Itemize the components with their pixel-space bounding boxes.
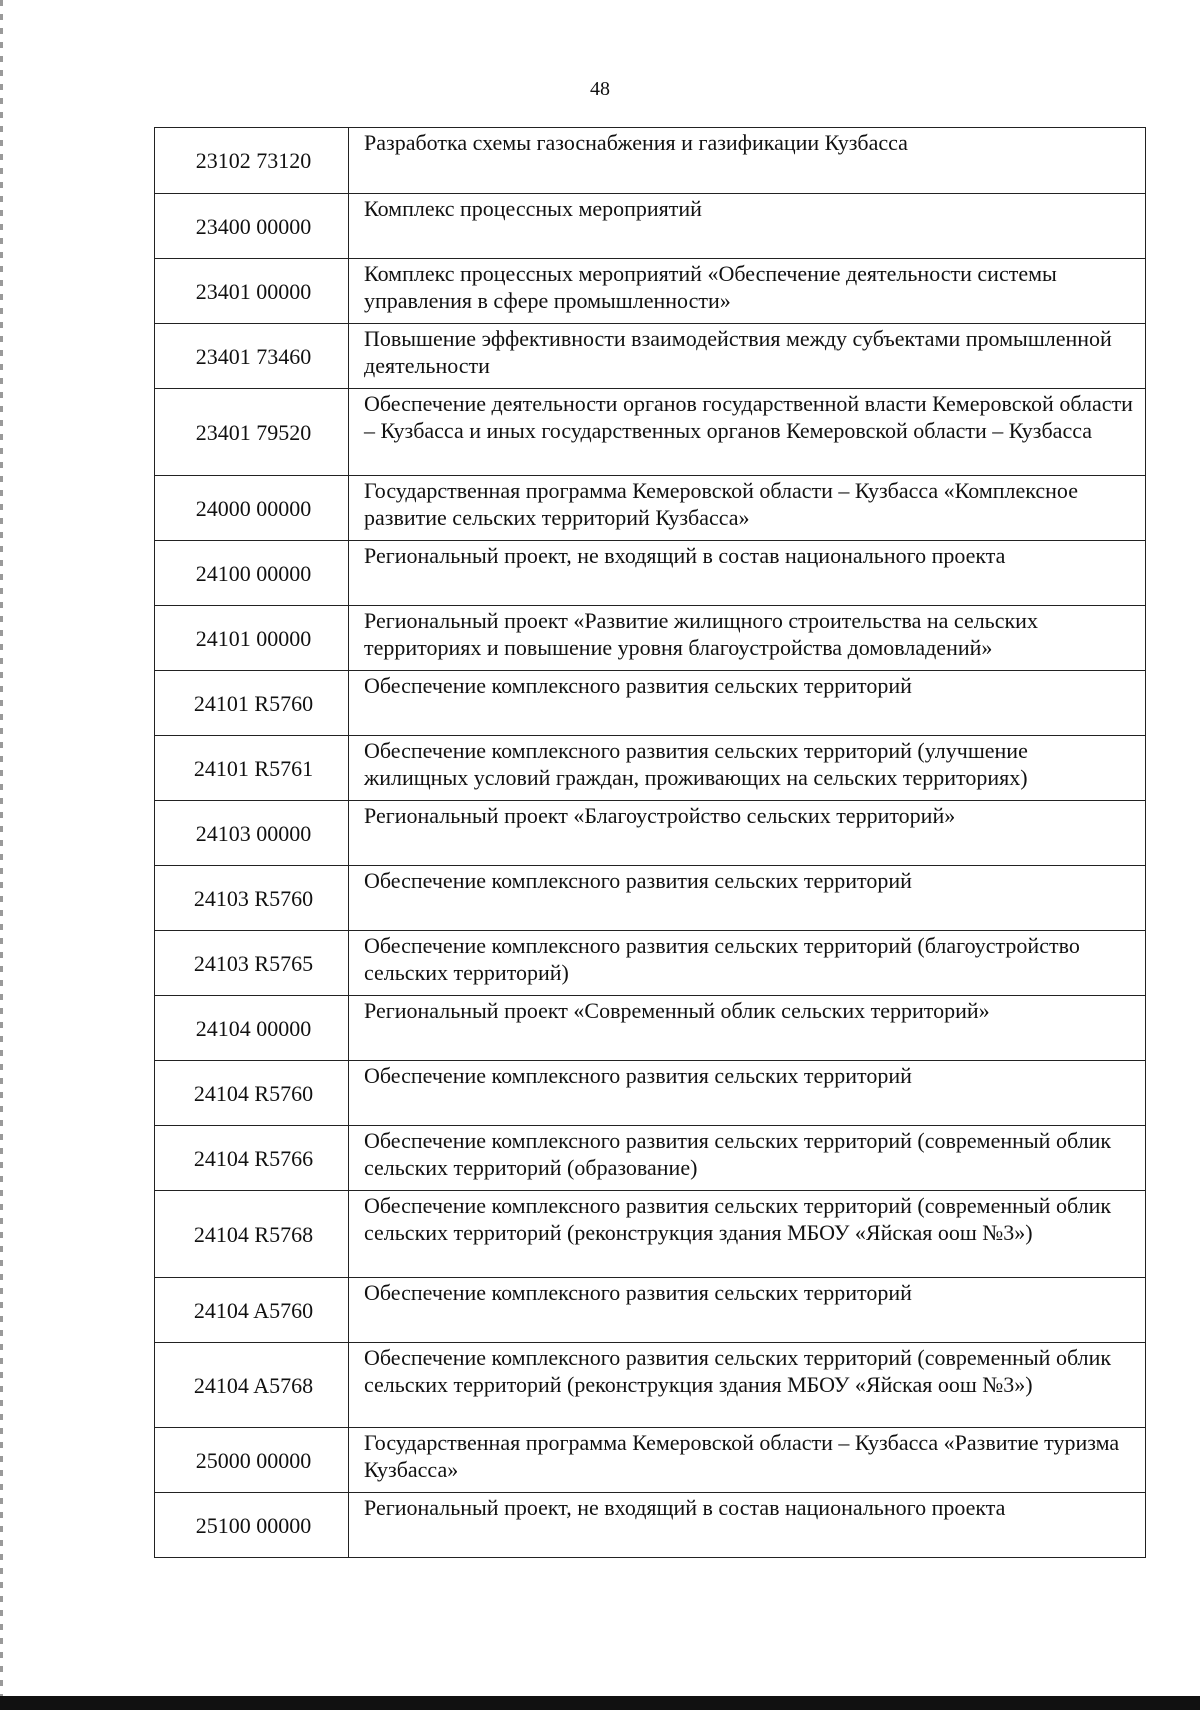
code-cell: 24104 A5760 [155,1278,349,1343]
table-row [155,259,1146,324]
description-cell: Разработка схемы газоснабжения и газификации Кузбасса [349,128,1146,194]
table-row [155,931,1146,996]
code-cell: 24101 00000 [155,606,349,671]
table-row [155,606,1146,671]
description-cell: Обеспечение комплексного развития сельских территорий [349,1061,1146,1126]
description-cell: Обеспечение комплексного развития сельских территорий [349,671,1146,736]
code-cell: 24103 00000 [155,801,349,866]
description-cell: Обеспечение комплексного развития сельских территорий (современный облик сельских территорий (реконструкция здания МБОУ «Яйская оош №3») [349,1191,1146,1278]
table-row [155,324,1146,389]
table-row [155,1278,1146,1343]
description-cell: Обеспечение комплексного развития сельских территорий (современный облик сельских территорий (образование) [349,1126,1146,1191]
table-row [155,1428,1146,1493]
code-cell: 25000 00000 [155,1428,349,1493]
description-cell: Комплекс процессных мероприятий [349,194,1146,259]
page-number: 48 [590,78,610,100]
code-cell: 23401 00000 [155,259,349,324]
table-row [155,1191,1146,1278]
code-table-body [155,128,1146,1558]
description-cell: Региональный проект, не входящий в состав национального проекта [349,1493,1146,1558]
description-cell: Обеспечение комплексного развития сельских территорий (улучшение жилищных условий граждан, проживающих на сельских территориях) [349,736,1146,801]
description-cell: Государственная программа Кемеровской области – Кузбасса «Развитие туризма Кузбасса» [349,1428,1146,1493]
description-cell: Региональный проект «Развитие жилищного строительства на сельских территориях и повышение уровня благоустройства домовладений» [349,606,1146,671]
code-cell: 23401 73460 [155,324,349,389]
description-cell: Региональный проект «Современный облик сельских территорий» [349,996,1146,1061]
table-row [155,1343,1146,1428]
code-cell: 24103 R5765 [155,931,349,996]
code-cell: 24100 00000 [155,541,349,606]
code-cell: 24104 A5768 [155,1343,349,1428]
table-row [155,541,1146,606]
code-cell: 24101 R5760 [155,671,349,736]
scan-edge-artifact [0,0,3,1710]
code-cell: 24104 R5768 [155,1191,349,1278]
description-cell: Комплекс процессных мероприятий «Обеспечение деятельности системы управления в сфере промышленности» [349,259,1146,324]
code-cell: 24000 00000 [155,476,349,541]
description-cell: Обеспечение деятельности органов государственной власти Кемеровской области – Кузбасса и иных государственных органов Кемеровской области – Кузбасса [349,389,1146,476]
code-cell: 24104 R5766 [155,1126,349,1191]
code-cell: 23401 79520 [155,389,349,476]
code-cell: 23400 00000 [155,194,349,259]
table-row [155,1061,1146,1126]
table-row [155,996,1146,1061]
table-row [155,128,1146,194]
table-row [155,866,1146,931]
code-cell: 25100 00000 [155,1493,349,1558]
code-cell: 23102 73120 [155,128,349,194]
description-cell: Повышение эффективности взаимодействия между субъектами промышленной деятельности [349,324,1146,389]
table-row [155,194,1146,259]
scan-bottom-bar [0,1696,1200,1710]
code-cell: 24104 00000 [155,996,349,1061]
code-cell: 24104 R5760 [155,1061,349,1126]
description-cell: Обеспечение комплексного развития сельских территорий (современный облик сельских территорий (реконструкция здания МБОУ «Яйская оош №3») [349,1343,1146,1428]
table-row [155,476,1146,541]
description-cell: Обеспечение комплексного развития сельских территорий [349,866,1146,931]
table-row [155,736,1146,801]
table-row [155,1126,1146,1191]
table-row [155,1493,1146,1558]
description-cell: Обеспечение комплексного развития сельских территорий (благоустройство сельских территорий) [349,931,1146,996]
table-row [155,389,1146,476]
description-cell: Государственная программа Кемеровской области – Кузбасса «Комплексное развитие сельских территорий Кузбасса» [349,476,1146,541]
description-cell: Обеспечение комплексного развития сельских территорий [349,1278,1146,1343]
description-cell: Региональный проект «Благоустройство сельских территорий» [349,801,1146,866]
description-cell: Региональный проект, не входящий в состав национального проекта [349,541,1146,606]
code-table [154,127,1146,1558]
code-cell: 24101 R5761 [155,736,349,801]
table-row [155,671,1146,736]
code-cell: 24103 R5760 [155,866,349,931]
table-row [155,801,1146,866]
